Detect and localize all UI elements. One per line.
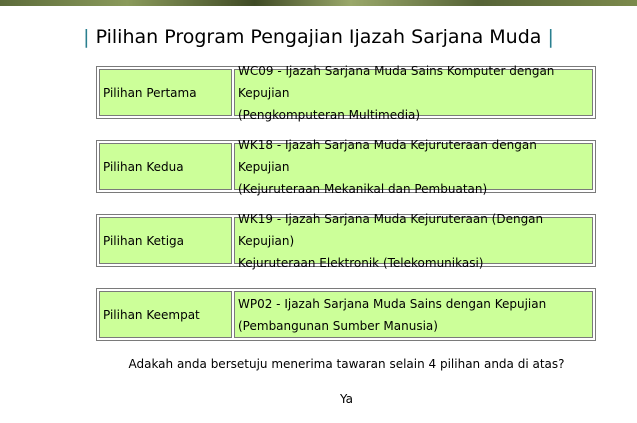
- choice-program-line1: WP02 - Ijazah Sarjana Muda Sains dengan Kepujian: [238, 296, 547, 311]
- choice-program-line2: Kejuruteraan Elektronik (Telekomunikasi): [238, 255, 484, 270]
- choice-program-line2: (Pembangunan Sumber Manusia): [238, 318, 438, 333]
- choice-table-1: [96, 63, 596, 122]
- choice-program-line2: (Kejuruteraan Mekanikal dan Pembuatan): [238, 181, 488, 196]
- choice-value-4: [234, 291, 593, 338]
- offer-question: Adakah anda bersetuju menerima tawaran selain 4 pilihan anda di atas?: [128, 357, 565, 371]
- choice-value-2: [234, 137, 593, 196]
- choice-program-line1: WC09 - Ijazah Sarjana Muda Sains Komputer dengan Kepujian: [238, 63, 555, 100]
- choice-program-line2: (Pengkomputeran Multimedia): [238, 107, 421, 122]
- choice-label-1: Pilihan Pertama: [99, 69, 232, 116]
- title-bar-right: |: [547, 26, 554, 48]
- top-decorative-strip: [0, 0, 637, 6]
- choice-program-line1: WK18 - Ijazah Sarjana Muda Kejuruteraan dengan Kepujian: [238, 137, 537, 174]
- offer-answer: Ya: [339, 392, 354, 406]
- choice-label-2: Pilihan Kedua: [99, 143, 232, 190]
- choice-value-3: [234, 211, 593, 270]
- choice-table-3: [96, 211, 596, 270]
- title-bar-left: |: [83, 26, 90, 48]
- page-title-text: Pilihan Program Pengajian Ijazah Sarjana Muda: [95, 26, 542, 48]
- choice-value-1: [234, 63, 593, 122]
- choice-label-3: Pilihan Ketiga: [99, 217, 232, 264]
- choice-label-4: Pilihan Keempat: [99, 291, 232, 338]
- choice-table-2: [96, 137, 596, 196]
- page-title: [0, 26, 637, 48]
- choice-table-4: [96, 288, 596, 341]
- choice-program-line1: WK19 - Ijazah Sarjana Muda Kejuruteraan (Dengan Kepujian): [238, 211, 544, 248]
